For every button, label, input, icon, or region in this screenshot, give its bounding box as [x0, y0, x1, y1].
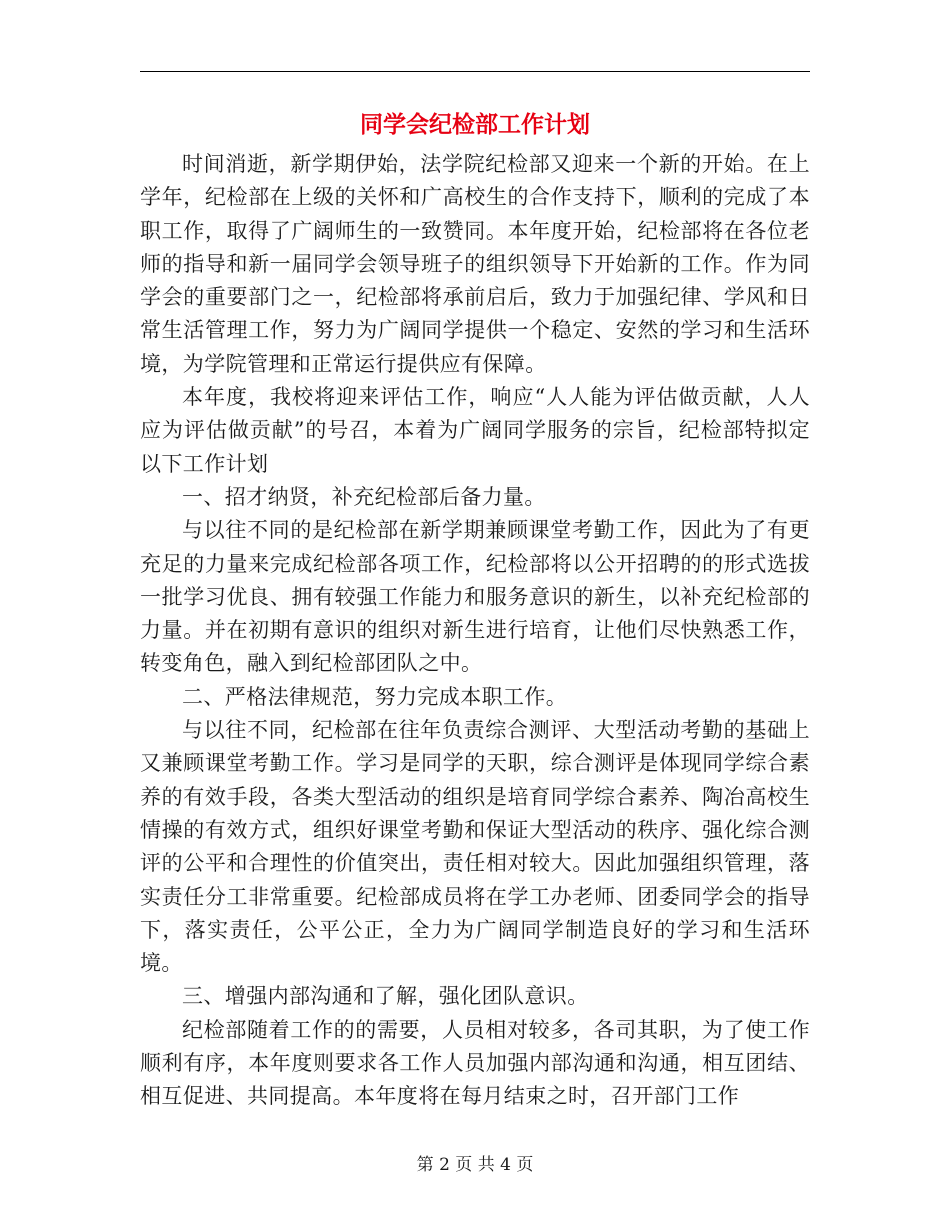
document-title: 同学会纪检部工作计划 — [360, 111, 590, 138]
section-heading-3: 三、增强内部沟通和了解，强化团队意识。 — [182, 984, 589, 1009]
section-heading-1: 一、招才纳贤，补充纪检部后备力量。 — [182, 484, 546, 509]
paragraph-recruitment: 与以往不同的是纪检部在新学期兼顾课堂考勤工作，因此为了有更充足的力量来完成纪检部各项工作，纪检部将以公开招聘的的形式选拔一批学习优良、拥有较强工作能力和服务意识的新生，以补充纪检部的力量。并在初期有意识的组织对新生进行培育，让他们尽快熟悉工作，转变角色，融入到纪检部团队之中。 — [140, 518, 810, 676]
header-rule — [140, 71, 810, 72]
paragraph-duties: 与以往不同，纪检部在往年负责综合测评、大型活动考勤的基础上又兼顾课堂考勤工作。学习是同学的天职，综合测评是体现同学综合素养的有效手段，各类大型活动的组织是培育同学综合素养、陶冶高校生情操的有效方式，组织好课堂考勤和保证大型活动的秩序、强化综合测评的公平和合理性的价值突出，责任相对较大。因此加强组织管理，落实责任分工非常重要。纪检部成员将在学工办老师、团委同学会的指导下，落实责任，公平公正，全力为广阔同学制造良好的学习和生活环境。 — [140, 718, 810, 976]
page-number-footer: 第 2 页 共 4 页 — [416, 1155, 534, 1175]
paragraph-evaluation: 本年度，我校将迎来评估工作，响应“人人能为评估做贡献，人人应为评估做贡献”的号召，本着为广阔同学服务的宗旨，纪检部特拟定以下工作计划 — [140, 385, 810, 476]
paragraph-intro: 时间消逝，新学期伊始，法学院纪检部又迎来一个新的开始。在上学年，纪检部在上级的关怀和广高校生的合作支持下，顺利的完成了本职工作，取得了广阔师生的一致赞同。本年度开始，纪检部将在各位老师的指导和新一届同学会领导班子的组织领导下开始新的工作。作为同学会的重要部门之一，纪检部将承前启后，致力于加强纪律、学风和日常生活管理工作，努力为广阔同学提供一个稳定、安然的学习和生活环境，为学院管理和正常运行提供应有保障。 — [140, 152, 810, 376]
paragraph-communication: 纪检部随着工作的的需要，人员相对较多，各司其职，为了使工作顺利有序，本年度则要求各工作人员加强内部沟通和沟通，相互团结、相互促进、共同提高。本年度将在每月结束之时，召开部门工作 — [140, 1017, 810, 1109]
section-heading-2: 二、严格法律规范，努力完成本职工作。 — [182, 684, 568, 709]
document-body — [140, 148, 810, 1114]
